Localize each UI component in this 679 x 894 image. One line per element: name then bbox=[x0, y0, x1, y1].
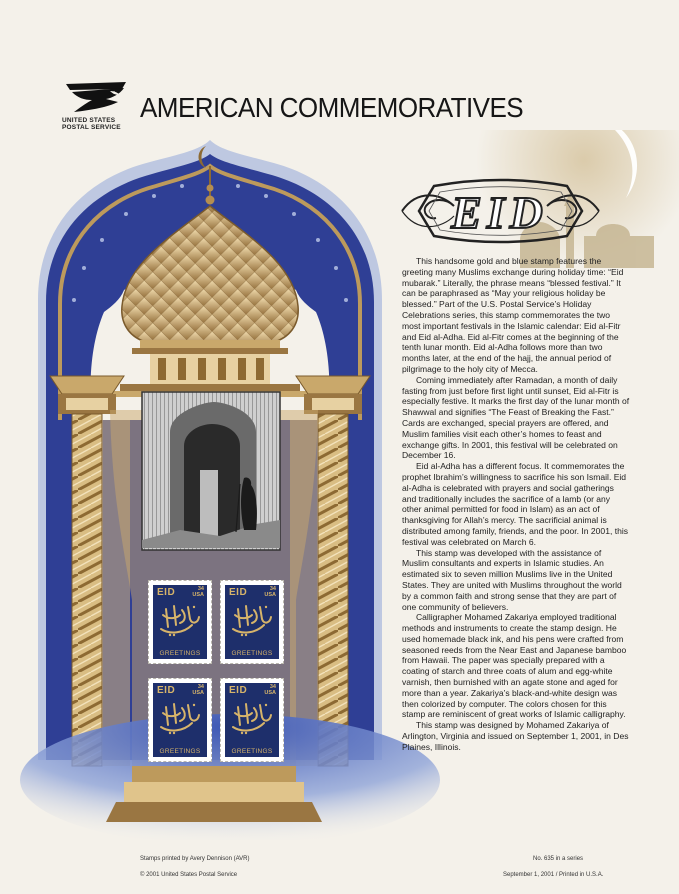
page-title: AMERICAN COMMEMORATIVES bbox=[140, 92, 524, 123]
calligraphy-icon bbox=[158, 601, 202, 639]
article-paragraph-4: This stamp was developed with the assistance of Muslim consultants and experts in Islamic studies. An estimated six to seven million Muslims live in the United States. They are united with Muslims throughout the world by a common faith and strong sense that they are part of one community of believers. bbox=[402, 547, 622, 612]
stamp-country: USA bbox=[192, 591, 204, 598]
stamp-country: USA bbox=[264, 689, 276, 696]
article-paragraph-2: Coming immediately after Ramadan, a month of daily fasting from just before first light until sunset, Eid al-Fitr is especially festive. It marks the first day of the lunar month of Shawwal and signifies “The Feast of Breaking the Fast.” Cards are exchanged, special prayers are offered, and Muslim families visit each other’s homes to feast and exchange gifts. In 2001, this festival will be celebrated on December 16. bbox=[402, 374, 630, 461]
stamp-denomination: 34 bbox=[197, 586, 204, 592]
stamp-pane bbox=[146, 578, 288, 766]
calligraphy-icon bbox=[158, 699, 202, 737]
stamp-word: EID bbox=[157, 587, 176, 598]
issue-date: September 1, 2001 / Printed in U.S.A. bbox=[503, 872, 604, 878]
logo-text-line1: UNITED STATES bbox=[62, 117, 116, 124]
usps-logo bbox=[62, 80, 134, 131]
article-paragraph-6: This stamp was designed by Mohamed Zakariya of Arlington, Virginia and issued on September 1, 2001, in Des Plaines, Illinois. bbox=[402, 720, 629, 752]
stamp bbox=[148, 678, 212, 762]
printer-credit: Stamps printed by Avery Dennison (AVR) bbox=[140, 856, 250, 862]
logo-text-line2: POSTAL SERVICE bbox=[62, 124, 121, 131]
stamp bbox=[148, 580, 212, 664]
article-body bbox=[402, 256, 630, 753]
stamp-denomination: 34 bbox=[269, 586, 276, 592]
stamp-denomination: 34 bbox=[269, 684, 276, 690]
stamp-greeting: GREETINGS bbox=[159, 650, 201, 657]
series-number: No. 635 in a series bbox=[533, 856, 584, 862]
article-paragraph-3: Eid al-Adha has a different focus. It commemorates the prophet Ibrahim’s willingness to sacrifice his son Ismail. Eid al-Adha is celebrated with prayers and social gatherings and traditionally includes the sacrifice of a lamb (or any other animal permitted for food in Islam) as an act of thanksgiving for Allah’s mercy. The sacrificial animal is distributed among family, friends, and the poor. In 2001, this festival was celebrated on March 6. bbox=[402, 461, 628, 547]
right-column bbox=[318, 414, 348, 766]
etched-scene bbox=[142, 392, 280, 550]
stamp-greeting: GREETINGS bbox=[159, 748, 201, 755]
left-column bbox=[72, 414, 102, 766]
article-paragraph-5: Calligrapher Mohamed Zakariya employed traditional methods and instruments to create the stamp design. He used homemade black ink, and his pens were crafted from seasoned reeds from the Near East and Japanese bamboo from Hawaii. The paper was specially prepared with a coating of starch and three coats of alum and egg-white varnish, then burnished with an agate stone and aged for more than a year. Zakariya’s black-and-white design was then colorized by computer. The colors chosen for this stamp are reminiscent of great works of Islamic calligraphy. bbox=[402, 612, 627, 720]
stamp-word: EID bbox=[229, 685, 248, 696]
stamp-country: USA bbox=[192, 689, 204, 696]
stamp-greeting: GREETINGS bbox=[231, 748, 273, 755]
article-paragraph-1: This handsome gold and blue stamp features the greeting many Muslims exchange during holiday time: “Eid mubarak.” Literally, the phrase means “blessed festival.” It can be paraphrased as “May your religious holiday be blessed.” Part of the U.S. Postal Service’s Holiday Celebrations series, this stamp commemorates the two most important festivals in the Islamic calendar: Eid al-Fitr and Eid al-Adha. Eid al-Fitr comes at the beginning of the tenth lunar month. Eid al-Adha follows more than two months later, at the end of the hajj, the annual period of pilgrimage to the holy city of Mecca. bbox=[402, 256, 624, 374]
eid-title: EID bbox=[451, 187, 548, 238]
stamp bbox=[220, 678, 284, 762]
calligraphy-icon bbox=[230, 699, 274, 737]
stamp-word: EID bbox=[157, 685, 176, 696]
stamp-greeting: GREETINGS bbox=[231, 650, 273, 657]
eagle-logo-icon bbox=[62, 80, 132, 116]
copyright: © 2001 United States Postal Service bbox=[140, 872, 238, 878]
stamp-denomination: 34 bbox=[197, 684, 204, 690]
stamp-word: EID bbox=[229, 587, 248, 598]
stamp-country: USA bbox=[264, 591, 276, 598]
stamp bbox=[220, 580, 284, 664]
calligraphy-icon bbox=[230, 601, 274, 639]
